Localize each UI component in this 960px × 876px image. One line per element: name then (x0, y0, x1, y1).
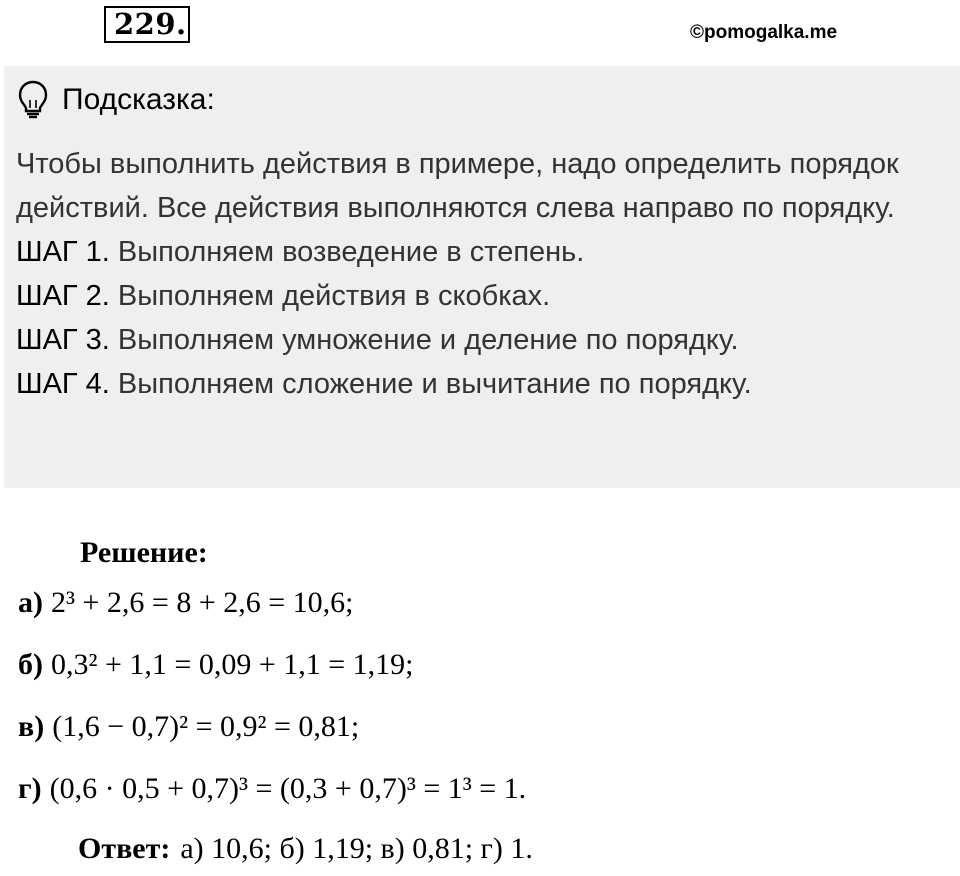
answer-line (78, 832, 533, 866)
solution-expression: 2³ + 2,6 = 8 + 2,6 = 10,6; (51, 586, 354, 619)
step-text: Выполняем сложение и вычитание по порядку. (109, 368, 752, 400)
step-text: Выполняем действия в скобках. (109, 280, 551, 312)
step-label: ШАГ 3. (16, 324, 110, 356)
hint-box (4, 66, 960, 488)
step-label: ШАГ 4. (16, 368, 110, 400)
solution-expression: 0,3² + 1,1 = 0,09 + 1,1 = 1,19; (51, 648, 414, 681)
solution-label: а) (18, 586, 43, 619)
answer-text: а) 10,6; б) 1,19; в) 0,81; г) 1. (180, 832, 533, 865)
solution-line-b (18, 648, 414, 682)
hint-step-2 (16, 274, 946, 318)
hint-title: Подсказка: (62, 83, 215, 116)
solution-title: Решение: (80, 536, 208, 569)
hint-body (16, 142, 946, 406)
task-number: 229. (104, 6, 190, 43)
step-label: ШАГ 2. (16, 280, 110, 312)
hint-header (18, 80, 215, 120)
solution-label: в) (18, 710, 45, 743)
answer-label: Ответ: (78, 832, 171, 865)
solution-line-a (18, 586, 354, 620)
copyright-text: ©pomogalka.me (690, 22, 838, 43)
solution-expression: (0,6 · 0,5 + 0,7)³ = (0,3 + 0,7)³ = 1³ = 1. (49, 772, 527, 805)
solution-label: б) (18, 648, 43, 681)
lightbulb-icon (18, 80, 48, 120)
solution-line-c (18, 710, 359, 744)
step-text: Выполняем возведение в степень. (109, 236, 585, 268)
solution-label: г) (18, 772, 42, 805)
step-text: Выполняем умножение и деление по порядку. (109, 324, 739, 356)
hint-step-4 (16, 362, 946, 406)
solution-expression: (1,6 − 0,7)² = 0,9² = 0,81; (52, 710, 360, 743)
hint-step-3 (16, 318, 946, 362)
hint-step-1 (16, 230, 946, 274)
step-label: ШАГ 1. (16, 236, 110, 268)
hint-intro: Чтобы выполнить действия в примере, надо определить порядок действий. Все действия выполняются слева направо по порядку. (16, 148, 899, 224)
solution-line-d (18, 772, 526, 806)
